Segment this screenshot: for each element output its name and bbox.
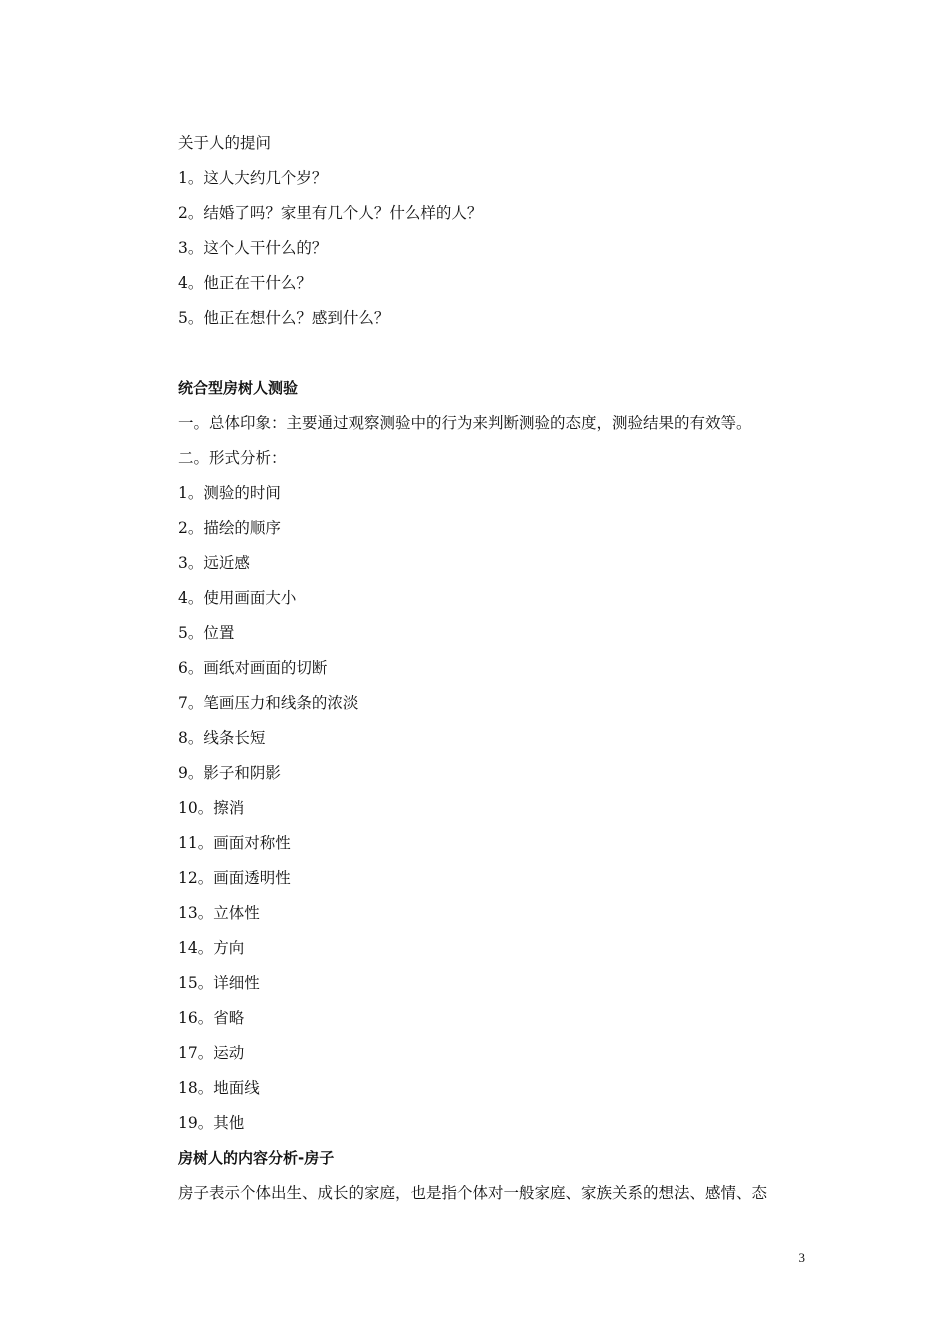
- form-item-14: 14。方向: [178, 939, 245, 957]
- form-item-10: 10。擦消: [178, 799, 245, 817]
- person-question-4: 4。他正在干什么？: [178, 274, 312, 292]
- form-item-13: 13。立体性: [178, 904, 260, 922]
- form-item-4: 4。使用画面大小: [178, 589, 297, 607]
- person-question-5: 5。他正在想什么？感到什么？: [178, 309, 390, 327]
- htp-test-heading: 统合型房树人测验: [178, 379, 299, 397]
- house-analysis-heading: 房树人的内容分析-房子: [178, 1149, 335, 1167]
- house-analysis-text: 房子表示个体出生、成长的家庭，也是指个体对一般家庭、家族关系的想法、感情、态: [178, 1184, 768, 1202]
- form-item-8: 8。线条长短: [178, 729, 266, 747]
- form-item-18: 18。地面线: [178, 1079, 260, 1097]
- form-item-1: 1。测验的时间: [178, 484, 281, 502]
- form-item-9: 9。影子和阴影: [178, 764, 281, 782]
- form-item-3: 3。远近感: [178, 554, 250, 572]
- form-item-15: 15。详细性: [178, 974, 260, 992]
- person-question-2: 2。结婚了吗？家里有几个人？什么样的人？: [178, 204, 483, 222]
- page-number: 3: [798, 1250, 805, 1265]
- form-item-16: 16。省略: [178, 1009, 245, 1027]
- form-item-11: 11。画面对称性: [178, 834, 291, 852]
- form-item-19: 19。其他: [178, 1114, 245, 1132]
- form-item-12: 12。画面透明性: [178, 869, 291, 887]
- form-item-6: 6。画纸对画面的切断: [178, 659, 328, 677]
- page-content: [178, 126, 818, 1211]
- form-item-2: 2。描绘的顺序: [178, 519, 281, 537]
- form-item-5: 5。位置: [178, 624, 235, 642]
- section-gap: [178, 336, 818, 371]
- form-analysis-title: 二。形式分析：: [178, 449, 287, 467]
- form-item-7: 7。笔画压力和线条的浓淡: [178, 694, 359, 712]
- person-question-3: 3。这个人干什么的？: [178, 239, 328, 257]
- person-questions-title: 关于人的提问: [178, 134, 272, 152]
- form-item-17: 17。运动: [178, 1044, 245, 1062]
- person-question-1: 1。这人大约几个岁？: [178, 169, 328, 187]
- overall-impression: 一。总体印象：主要通过观察测验中的行为来判断测验的态度，测验结果的有效等。: [178, 414, 752, 432]
